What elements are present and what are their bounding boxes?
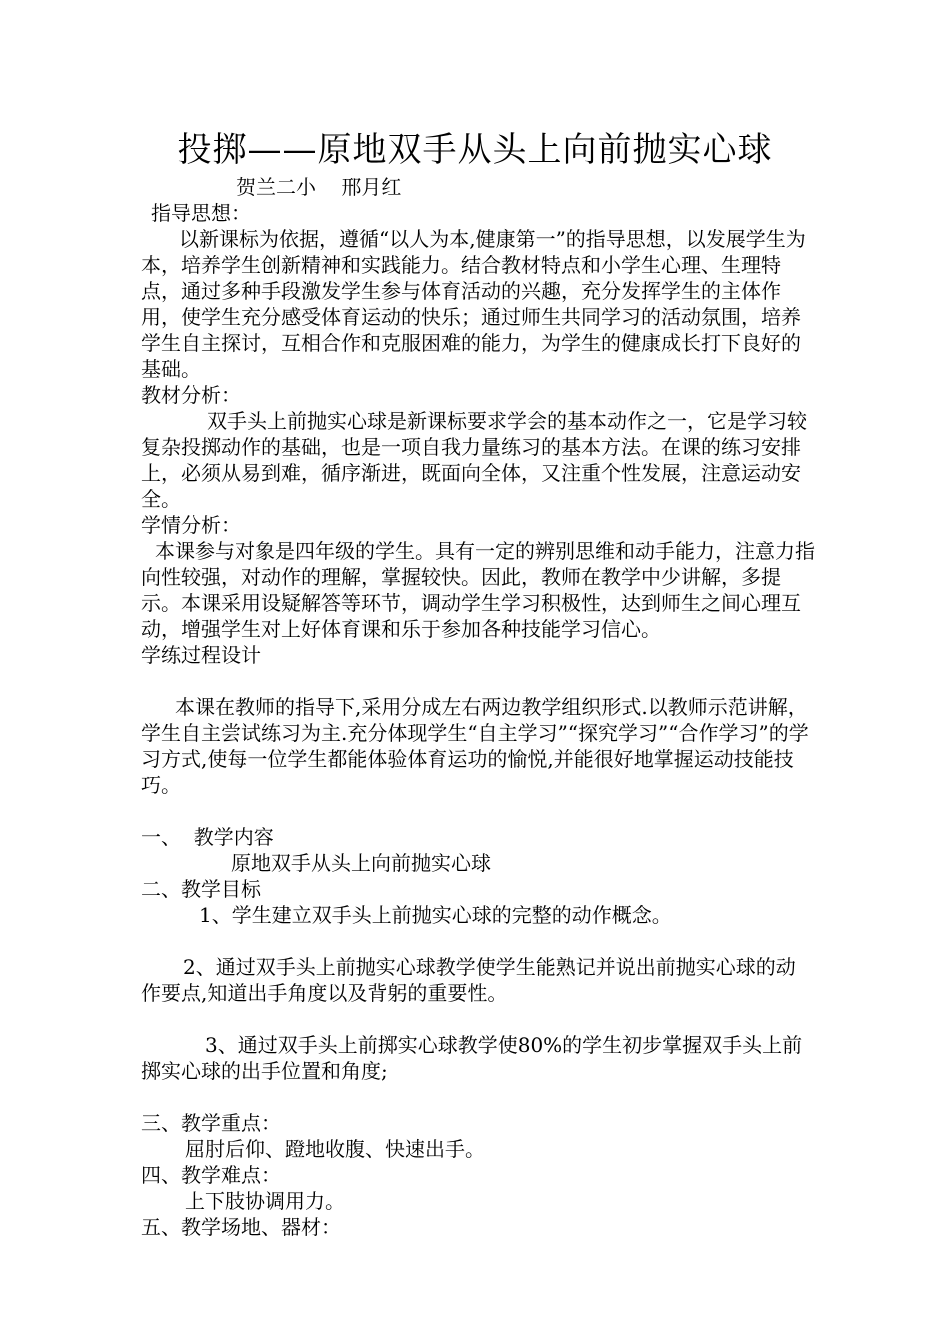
blank-line [141, 1084, 815, 1110]
section-heading-venue: 五、教学场地、器材： [141, 1215, 341, 1239]
goal-item-2: 2、通过双手头上前抛实心球教学使学生能熟记并说出前抛实心球的动作要点,知道出手角度以及背躬的重要性。 [141, 955, 796, 1005]
section-heading-student: 学情分析： [141, 513, 241, 537]
blank-line [141, 928, 815, 954]
section-heading-material: 教材分析： [141, 383, 241, 407]
paragraph-key-points: 屈肘后仰、蹬地收腹、快速出手。 [185, 1137, 485, 1161]
section-heading-key-points: 三、教学重点： [141, 1111, 281, 1135]
paragraph-content: 原地双手从头上向前抛实心球 [231, 851, 491, 875]
paragraph-process: 本课在教师的指导下,采用分成左右两边教学组织形式.以教师示范讲解，学生自主尝试练习为主.充分体现学生“自主学习”“探究学习”“合作学习”的学习方式,使每一位学生都能体验体育运功的愉悦,并能很好地掌握运动技能技巧。 [141, 695, 809, 797]
blank-line [141, 798, 815, 824]
paragraph-guiding: 以新课标为依据，遵循“以人为本,健康第一”的指导思想，以发展学生为本，培养学生创新精神和实践能力。结合教材特点和小学生心理、生理特点，通过多种手段激发学生参与体育活动的兴趣，充分发挥学生的主体作用，使学生充分感受体育运动的快乐；通过师生共同学习的活动氛围，培养学生自主探讨，互相合作和克服困难的能力，为学生的健康成长打下良好的基础。 [141, 227, 806, 381]
paragraph-material: 双手头上前抛实心球是新课标要求学会的基本动作之一，它是学习较复杂投掷动作的基础，也是一项自我力量练习的基本方法。在课的练习安排上，必须从易到难，循序渐进，既面向全体，又注重个性发展，注意运动安全。 [141, 409, 807, 511]
blank-line [141, 668, 815, 694]
author-line: 贺兰二小 邢月红 [236, 175, 402, 199]
blank-line [141, 1006, 815, 1032]
paragraph-student: 本课参与对象是四年级的学生。具有一定的辨别思维和动手能力，注意力指向性较强，对动作的理解，掌握较快。因此，教师在教学中少讲解，多提示。本课采用设疑解答等环节，调动学生学习积极性，达到师生之间心理互动，增强学生对上好体育课和乐于参加各种技能学习信心。 [141, 539, 815, 641]
section-heading-goals: 二、教学目标 [141, 877, 261, 901]
section-heading-difficulty: 四、教学难点： [141, 1163, 281, 1187]
page-title: 投掷——原地双手从头上向前抛实心球 [177, 130, 773, 170]
goal-item-3: 3、通过双手头上前掷实心球教学使80%的学生初步掌握双手头上前掷实心球的出手位置和角度; [141, 1033, 803, 1083]
paragraph-difficulty: 上下肢协调用力。 [185, 1189, 345, 1213]
goal-item-1: 1、学生建立双手头上前抛实心球的完整的动作概念。 [199, 903, 672, 927]
section-heading-guiding: 指导思想： [151, 201, 251, 225]
section-heading-process: 学练过程设计 [141, 643, 261, 667]
document-body [141, 200, 815, 1240]
section-heading-content: 一、 教学内容 [141, 825, 274, 849]
